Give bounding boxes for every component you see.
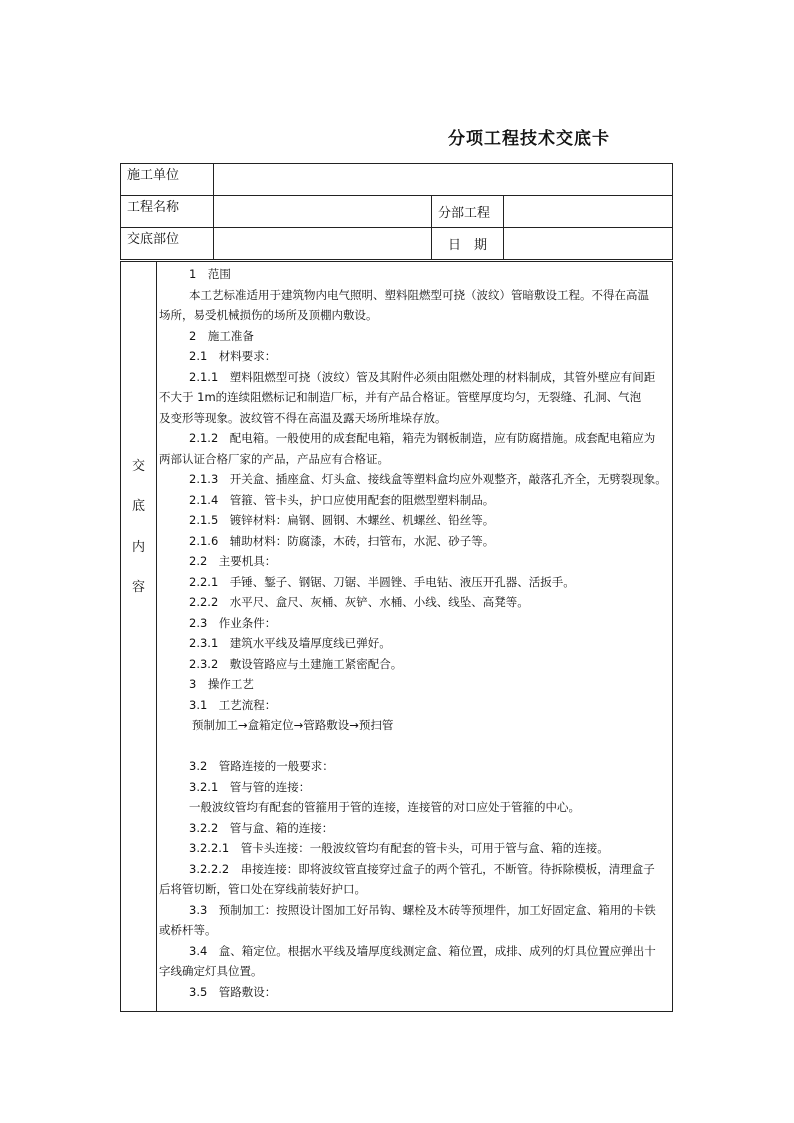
side-char: 内 <box>131 540 145 555</box>
text-line: 2.1.1 塑料阻燃型可挠（波纹）管及其附件必须由阻燃处理的材料制成，其管外壁应有间距 <box>189 369 656 384</box>
text-line: 或桥杆等。 <box>159 923 217 937</box>
text-line: 2.2 主要机具： <box>189 554 277 568</box>
text-line: 2.1.6 辅助材料：防腐漆，木砖，扫管布，水泥、砂子等。 <box>189 533 495 548</box>
side-char: 容 <box>131 580 145 595</box>
page-title: 分项工程技术交底卡 <box>448 129 610 149</box>
side-label <box>121 262 157 1011</box>
text-line: 3.2.2 管与盒、箱的连接： <box>189 820 334 835</box>
date-value[interactable] <box>504 228 673 260</box>
text-line: 场所，易受机械损伤的场所及顶棚内敷设。 <box>159 308 378 322</box>
project-label: 工程名称 <box>121 196 214 228</box>
location-value[interactable] <box>214 228 432 260</box>
content-box <box>120 261 673 1012</box>
text-line: 两部认证合格厂家的产品，产品应有合格证。 <box>159 451 389 466</box>
text-line: 2.1.2 配电箱。一般使用的成套配电箱，箱壳为钢板制造，应有防腐措施。成套配电箱应为 <box>189 431 656 445</box>
text-line: 2.3.2 敷设管路应与土建施工紧密配合。 <box>189 656 403 671</box>
sub-project-value[interactable] <box>504 196 673 228</box>
text-line: 3 操作工艺 <box>189 677 254 691</box>
text-line: 2.1.5 镀锌材料：扁钢、圆钢、木螺丝、机螺丝、铅丝等。 <box>189 513 495 527</box>
text-line: 后将管切断，管口处在穿线前装好护口。 <box>159 882 366 896</box>
text-line: 本工艺标准适用于建筑物内电气照明、塑料阻燃型可挠（波纹）管暗敷设工程。不得在高温 <box>189 287 649 302</box>
text-line: 一般波纹管均有配套的管箍用于管的连接，连接管的对口应处于管箍的中心。 <box>189 800 580 814</box>
text-line: 3.4 盒、箱定位。根据水平线及墙厚度线测定盒、箱位置，成排、成列的灯具位置应弹出十 <box>189 943 656 958</box>
text-line: 2.2.2 水平尺、盒尺、灰桶、灰铲、水桶、小线、线坠、高凳等。 <box>189 595 529 609</box>
text-line: 2.1.4 管箍、管卡头，护口应使用配套的阻燃型塑料制品。 <box>189 492 495 507</box>
text-line: 3.5 管路敷设： <box>189 984 277 999</box>
text-line <box>159 736 671 757</box>
text-line: 3.2.1 管与管的连接： <box>189 779 311 794</box>
text-line: 2 施工准备 <box>189 328 254 343</box>
unit-label: 施工单位 <box>121 164 214 196</box>
unit-value[interactable] <box>214 164 673 196</box>
project-value[interactable] <box>214 196 432 228</box>
text-line: 3.3 预制加工：按照设计图加工好吊钩、螺栓及木砖等预埋件，加工好固定盒、箱用的卡铁 <box>189 902 656 917</box>
header-table <box>120 163 673 260</box>
text-line: 2.1.3 开关盒、插座盒、灯头盒、接线盒等塑料盒均应外观整齐，敲落孔齐全，无劈裂现象。 <box>189 472 667 486</box>
text-line: 及变形等现象。波纹管不得在高温及露天场所堆垛存放。 <box>159 410 447 425</box>
text-line: 预制加工→盒箱定位→管路敷设→预扫管 <box>192 718 394 732</box>
text-line: 2.3.1 建筑水平线及墙厚度线已弹好。 <box>189 636 391 650</box>
text-line: 2.3 作业条件： <box>189 615 277 630</box>
content-text <box>159 264 671 1002</box>
side-char: 底 <box>131 499 145 514</box>
text-line: 3.2.2.1 管卡头连接：一般波纹管均有配套的管卡头，可用于管与盒、箱的连接。 <box>189 841 609 855</box>
text-line: 不大于 1m的连续阻燃标记和制造厂标，并有产品合格证。管壁厚度均匀，无裂缝、孔洞、气泡 <box>159 390 642 404</box>
sub-project-label: 分部工程 <box>432 196 504 228</box>
text-line: 2.1 材料要求： <box>189 349 277 363</box>
text-line: 2.2.1 手锤、錾子、钢锯、刀锯、半圆锉、手电钻、液压开孔器、活扳手。 <box>189 574 575 589</box>
text-line: 字线确定灯具位置。 <box>159 964 263 978</box>
side-char: 交 <box>131 459 145 474</box>
text-line: 3.2.2.2 串接连接：即将波纹管直接穿过盒子的两个管孔，不断管。待拆除模板，清理盒子 <box>189 861 655 876</box>
text-line: 3.1 工艺流程： <box>189 697 277 712</box>
location-label: 交底部位 <box>121 228 214 260</box>
text-line: 3.2 管路连接的一般要求： <box>189 759 334 773</box>
text-line: 1 范围 <box>189 267 231 281</box>
date-label: 日 期 <box>432 228 504 260</box>
